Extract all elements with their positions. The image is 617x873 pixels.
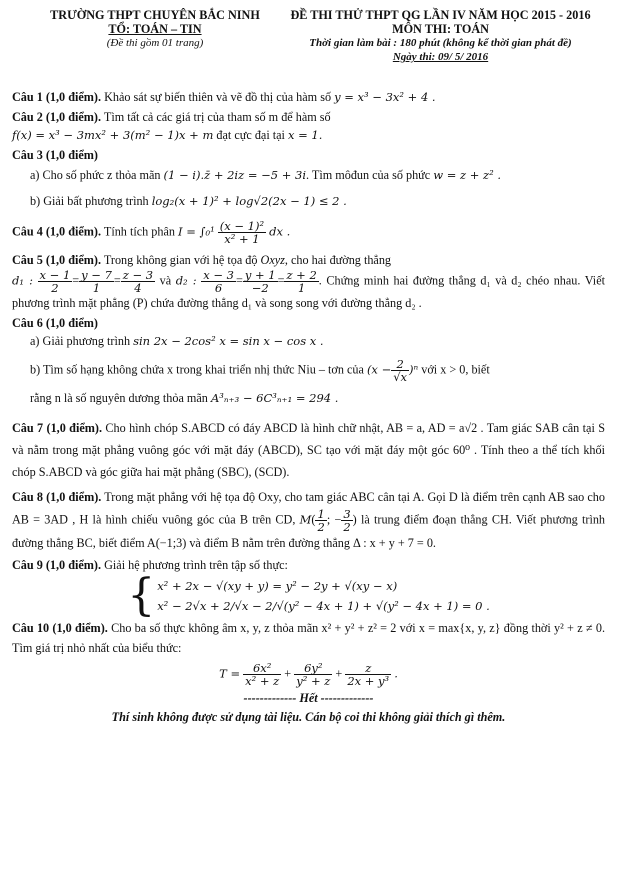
- pages-note: (Đề thi gồm 01 trang): [106, 37, 204, 49]
- system-equation-2: x² − 2√x + 2/√x − 2/√(y² − 4x + 1) + √(y² − 4x + 1) = 0 .: [157, 599, 490, 613]
- footer-note: Thí sinh không được sử dụng tài liệu. Cán bộ coi thi không giải thích gì thêm.: [111, 710, 506, 724]
- term-2-den: y² + z: [296, 674, 331, 688]
- question-5-label: Câu 5 (1,0 điểm).: [12, 253, 102, 267]
- question-9-text: Giải hệ phương trình trên tập số thực:: [104, 558, 288, 572]
- question-2-tail-formula: x = 1.: [288, 128, 323, 142]
- d2-frac-y: [243, 269, 278, 294]
- integral-lhs: I = ∫₀¹: [178, 224, 215, 239]
- question-10-label: Câu 10 (1,0 điểm).: [12, 621, 108, 635]
- question-9: [12, 556, 605, 574]
- binomial-frac-num: 2: [391, 358, 409, 371]
- term-1-den: x² + z: [245, 674, 280, 688]
- question-2-formula: f(x) = x³ − 3mx² + 3(m² − 1)x + m: [12, 128, 214, 142]
- d2-frac-z: [284, 269, 318, 294]
- point-m-y: [341, 508, 352, 533]
- d1-frac-x-den: 2: [51, 281, 59, 295]
- question-5-text-2: , cho hai đường thẳng: [284, 253, 392, 267]
- question-9-label: Câu 9 (1,0 điểm).: [12, 558, 102, 572]
- expression-t-term-3: [345, 662, 391, 687]
- question-8: Câu 8 (1,0 điểm). Trong mặt phẳng với hệ tọa độ Oxy, cho tam giác ABC cân tại A. Gọi D là điểm trên cạnh AB sao cho AB = 3AD , H là hình chiếu vuông góc của B trên CD, M( $\frac{1}{2}$ ; − $\frac{3}{2}$ ) là trung điểm đoạn thẳng CH. Viết phương trình đường thẳng BC, biết điểm A(−1;3) và điểm B nằm trên đường thẳng Δ : x + y + 7 = 0.: [12, 490, 606, 550]
- system-equation-1: x² + 2x − √(xy + y) = y² − 2y + √(xy − x): [157, 579, 398, 593]
- question-5-and: và: [159, 273, 172, 288]
- question-1: [12, 88, 605, 106]
- question-1-text: Khảo sát sự biến thiên và vẽ đồ thị của hàm số: [104, 90, 332, 104]
- line-d1-name: d₁ :: [12, 273, 33, 288]
- d1-frac-x: [38, 269, 73, 294]
- expression-t: T = $\frac{\text{6x²}}{\text{x² + z}}$ + $\frac{\text{6y²}}{\text{y² + z}}$ + $\frac{z}{\text{2x + y³}}$ .: [219, 661, 398, 688]
- binomial-base-right: )ⁿ: [409, 362, 419, 377]
- question-3b-formula: log₂(x + 1)² + log√2(2x − 1) ≤ 2 .: [151, 194, 347, 208]
- d2-frac-x-den: 6: [214, 281, 223, 295]
- question-6b-line-2-formula: A³ₙ₊₃ − 6C³ₙ₊₁ = 294 .: [210, 391, 339, 405]
- point-m-x-num: 1: [317, 507, 325, 521]
- question-3a-formula-2: w = z + z² .: [433, 168, 502, 182]
- question-6b: [12, 358, 605, 383]
- department-name: TỔ: TOÁN – TIN: [108, 22, 202, 36]
- d2-frac-y-den: −2: [251, 281, 269, 295]
- question-6b-line-2-text: rằng n là số nguyên dương thỏa mãn: [30, 391, 208, 405]
- question-8-text-1: Trong mặt phẳng với hệ tọa độ Oxy, cho tam giác ABC cân tại A. Gọi D là điểm trên cạnh AB sao cho AB = 3AD , H là hình chiếu vuông góc của B trên CD,: [12, 490, 605, 527]
- d1-frac-z: [121, 269, 155, 294]
- point-m-y-num: 3: [343, 507, 351, 521]
- question-7-label: Câu 7 (1,0 điểm).: [12, 421, 103, 435]
- question-5: Câu 5 (1,0 điểm). Trong không gian với hệ tọa độ Oxyz, cho hai đường thẳng d₁ : $\frac{x - 1}{2}$ = $\frac{y - 7}{1}$ = $\frac{z - 3}{4}$ và d₂ : $\frac{x - 3}{6}$ = $\frac{y + 1}{-2}$ = $\frac{z + 2}{1}$ . Chứng minh hai đường thẳng d₁ và d₂ chéo nhau. Viết phương trình mặt phẳng (P) chứa đường thẳng d₁ và song song với đường thẳng d₂ .: [12, 253, 605, 310]
- header-right: [268, 8, 613, 64]
- school-name: TRƯỜNG THPT CHUYÊN BẮC NINH: [50, 8, 260, 22]
- question-4-text: Tính tích phân: [103, 224, 175, 239]
- question-5-oxyz: Oxyz: [260, 253, 285, 267]
- d1-frac-y-num: y − 7: [81, 268, 112, 282]
- question-6b-line-2: [12, 389, 605, 407]
- question-3b-prefix: b) Giải bất phương trình: [30, 194, 149, 208]
- header-left: [40, 8, 270, 50]
- question-6a-prefix: a) Giải phương trình: [30, 334, 131, 348]
- expression-t-end: .: [394, 666, 398, 681]
- question-6a: [12, 332, 605, 350]
- question-3b: [12, 192, 605, 210]
- binomial-frac-den: √x: [393, 370, 408, 384]
- integral-numerator: (x − 1)²: [219, 219, 265, 233]
- d2-frac-x-num: x − 3: [203, 268, 234, 282]
- question-5-text-4: d₁ và d₂ chéo nhau. Viết phương trình mặt phẳng (P) chứa đường thẳng d₁ và song song với đường thẳng d₂ .: [12, 273, 605, 310]
- question-10: [12, 618, 605, 658]
- question-4-label: Câu 4 (1,0 điểm).: [12, 224, 102, 239]
- exam-body: [12, 88, 605, 725]
- d2-frac-x: [201, 269, 236, 294]
- question-2: [12, 108, 605, 144]
- question-3a-formula: (1 − i).z̄ + 2iz = −5 + 3i: [163, 168, 307, 182]
- question-2-tail: đạt cực đại tại: [216, 128, 285, 142]
- question-7-text: Cho hình chóp S.ABCD có đáy ABCD là hình chữ nhật, AB = a, AD = a√2 . Tam giác SAB cân tại S và nằm trong mặt phẳng vuông góc với mặt đáy (ABCD), SC tạo với mặt đáy một góc 60⁰ . Tính theo a thể tích khối chóp S.ABCD và góc giữa hai mặt phẳng (SBC), (SCD).: [12, 421, 605, 479]
- point-m-name: M: [299, 512, 312, 527]
- question-6a-formula: sin 2x − 2cos² x = sin x − cos x .: [133, 334, 324, 348]
- question-5-text-3: . Chứng minh hai đường thẳng: [318, 273, 476, 288]
- question-2-label: Câu 2 (1,0 điểm).: [12, 110, 102, 124]
- d1-frac-y: [79, 269, 114, 294]
- d2-frac-y-num: y + 1: [244, 268, 276, 282]
- question-7: [12, 417, 605, 483]
- binomial-fraction: [391, 358, 409, 383]
- d1-frac-z-den: 4: [134, 281, 142, 295]
- line-d2-name: d₂ :: [175, 273, 197, 288]
- term-3-den: 2x + y³: [347, 674, 390, 688]
- question-3-label: Câu 3 (1,0 điểm): [12, 148, 98, 162]
- question-3a-mid: . Tìm môđun của số phức: [306, 168, 431, 182]
- binomial-base-left: (x −: [366, 362, 392, 377]
- d1-frac-y-den: 1: [92, 281, 101, 295]
- d1-frac-z-num: z − 3: [122, 268, 154, 282]
- question-8-text-2: trung điểm đoạn thẳng CH. Viết phương trình đường thẳng BC, biết điểm A(−1;3) và điểm B nằm trên đường thẳng Δ : x + y + 7 = 0.: [12, 512, 606, 550]
- question-1-formula: y = x³ − 3x² + 4 .: [334, 90, 436, 104]
- d2-frac-z-num: z + 2: [286, 268, 317, 282]
- question-2-text: Tìm tất cả các giá trị của tham số m để hàm số: [103, 110, 331, 124]
- duration-line: Thời gian làm bài : 180 phút (không kể thời gian phát đề): [309, 37, 572, 49]
- end-mark: ------------- Hết -------------: [243, 691, 374, 705]
- exam-title: ĐỀ THI THỬ THPT QG LẦN IV NĂM HỌC 2015 - 2016: [290, 8, 591, 22]
- integral-denominator: x² + 1: [224, 232, 260, 246]
- term-2-num: 6y²: [294, 662, 332, 675]
- point-m-y-den: 2: [343, 520, 351, 534]
- exam-date: Ngày thi: 09/ 5/ 2016: [392, 51, 489, 63]
- point-m-x-den: 2: [317, 520, 325, 534]
- question-10-text: Cho ba số thực không âm x, y, z thỏa mãn x² + y² + z² = 2 với x = max{x, y, z} đồng thời y² + z ≠ 0. Tìm giá trị nhỏ nhất của biểu thức:: [12, 621, 605, 655]
- d1-frac-x-num: x − 1: [39, 268, 71, 282]
- question-6b-condition: với x > 0, biết: [421, 362, 490, 377]
- question-1-label: Câu 1 (1,0 điểm).: [12, 90, 102, 104]
- question-3a: [12, 166, 605, 184]
- term-1-num: 6x²: [243, 662, 281, 675]
- question-8-text-1b: là: [360, 512, 370, 527]
- question-5-text-1: Trong không gian với hệ tọa độ: [103, 253, 258, 267]
- equation-system: [12, 570, 605, 621]
- subject-line: MÔN THI: TOÁN: [392, 22, 489, 36]
- expression-t-term-1: [243, 662, 281, 687]
- point-m-x: [315, 508, 326, 533]
- question-3a-prefix: a) Cho số phức z thỏa mãn: [30, 168, 161, 182]
- integral-tail: dx .: [269, 224, 291, 239]
- system-lines: [157, 576, 490, 616]
- d2-frac-z-den: 1: [297, 281, 306, 295]
- expression-t-term-2: [294, 662, 332, 687]
- question-8-label: Câu 8 (1,0 điểm).: [12, 490, 102, 504]
- question-6b-prefix: b) Tìm số hạng không chứa x trong khai triển nhị thức Niu – tơn của: [30, 362, 364, 377]
- expression-t-lhs: T =: [219, 666, 241, 681]
- term-3-num: z: [345, 662, 391, 675]
- question-6-label: Câu 6 (1,0 điểm): [12, 316, 98, 330]
- question-4: [12, 220, 605, 245]
- system-brace: {: [127, 570, 156, 621]
- integral-fraction: [218, 220, 266, 245]
